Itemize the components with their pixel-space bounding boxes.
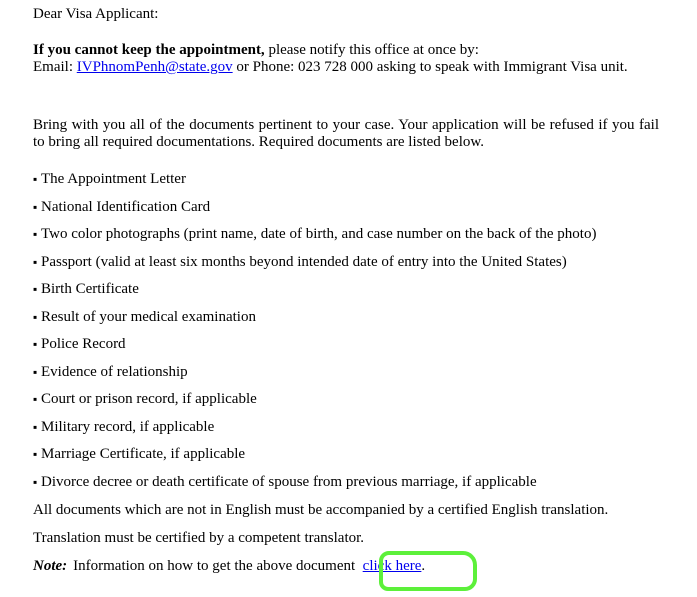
document-name: Marriage Certificate, if applicable (41, 446, 246, 462)
phone-text: or Phone: 023 728 000 asking to speak with Immigrant Visa unit. (232, 59, 628, 75)
document-name: Divorce decree or death certificate of spouse from previous marriage, if applicable (41, 473, 537, 490)
list-item (33, 446, 596, 474)
bullet-icon: ▪ (33, 254, 38, 269)
bullet-icon: ▪ (33, 392, 38, 406)
bullet-icon: ▪ (33, 337, 38, 351)
click-here-link[interactable]: click here (362, 558, 422, 574)
email-link[interactable]: IVPhnomPenh@state.gov (76, 59, 233, 75)
list-item (33, 309, 596, 337)
document-name: The Appointment Letter (41, 171, 186, 187)
greeting: Dear Visa Applicant: (33, 6, 159, 22)
bullet-icon: ▪ (33, 419, 38, 434)
note-end: . (421, 558, 426, 574)
list-item (33, 391, 596, 419)
notify-paragraph (33, 42, 663, 76)
list-item (33, 364, 596, 392)
note-text: Information on how to get the above document (73, 558, 356, 574)
document-name: Birth Certificate (41, 281, 139, 297)
list-item (33, 171, 596, 199)
bullet-icon: ▪ (33, 172, 38, 186)
list-item (33, 281, 596, 309)
bullet-icon: ▪ (33, 309, 38, 324)
document-name: Court or prison record, if applicable (41, 391, 257, 407)
required-documents-list (33, 171, 596, 501)
list-item (33, 419, 596, 447)
document-name: Military record, if applicable (41, 418, 215, 435)
document-name: Result of your medical examination (41, 308, 256, 325)
bullet-icon: ▪ (33, 199, 38, 214)
email-label: Email: (33, 59, 77, 75)
translation-note-1: All documents which are not in English must be accompanied by a certified English translation. (33, 502, 609, 518)
bullet-icon: ▪ (33, 447, 38, 461)
note-label: Note: (33, 558, 68, 574)
bullet-icon: ▪ (33, 474, 38, 489)
document-name: National Identification Card (41, 198, 211, 215)
document-name: Evidence of relationship (41, 363, 188, 380)
list-item (33, 254, 596, 282)
note-line (33, 558, 425, 575)
bullet-icon: ▪ (33, 282, 38, 296)
document-name: Police Record (41, 336, 126, 352)
document-name: Two color photographs (print name, date of birth, and case number on the back of the photo) (41, 226, 597, 242)
bullet-icon: ▪ (33, 364, 38, 379)
bullet-icon: ▪ (33, 227, 38, 241)
list-item (33, 336, 596, 364)
list-item (33, 226, 596, 254)
notify-text: please notify this office at once by: (264, 42, 479, 58)
document-name: Passport (valid at least six months beyond intended date of entry into the United States) (41, 253, 567, 270)
notify-bold-text: If you cannot keep the appointment, (33, 42, 265, 58)
translation-note-2: Translation must be certified by a competent translator. (33, 530, 365, 546)
list-item (33, 199, 596, 227)
bring-paragraph: Bring with you all of the documents pertinent to your case. Your application will be refused if you fail to bring all required documentations. Required documents are listed below. (33, 117, 659, 150)
list-item (33, 474, 596, 502)
